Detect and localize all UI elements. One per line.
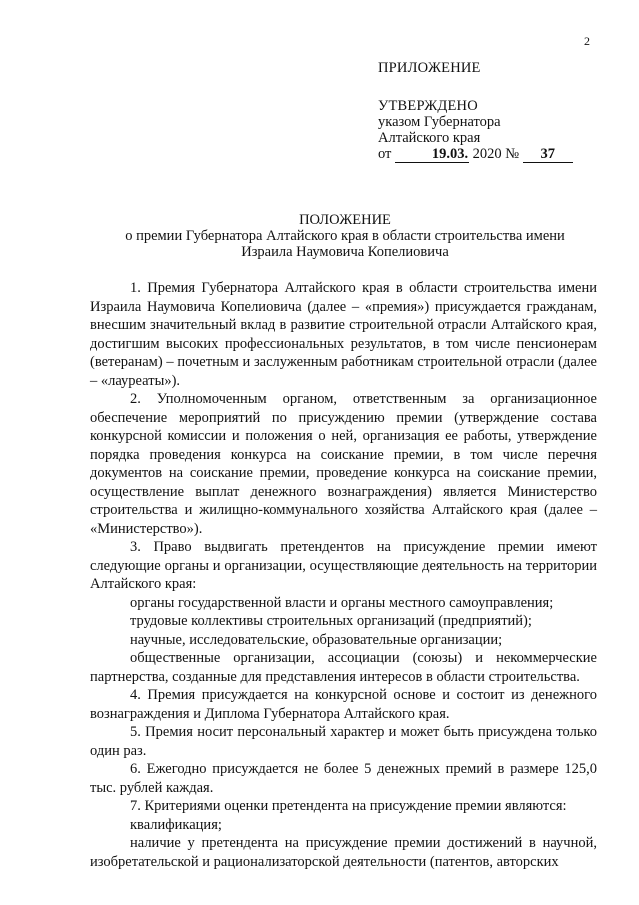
paragraph-4: 4. Премия присуждается на конкурсной основе и состоит из денежного вознаграждения и Диплома Губернатора Алтайского края.: [90, 687, 597, 722]
criterion-achievements: наличие у претендента на присуждение премии достижений в научной, изобретательской и рационализаторской деятельности (патентов, авторских: [90, 835, 597, 870]
year-text: 2020 №: [472, 146, 520, 162]
document-title: [80, 212, 610, 260]
paragraph-5: 5. Премия носит персональный характер и может быть присуждена только один раз.: [90, 724, 597, 759]
approval-line-1: указом Губернатора: [378, 114, 501, 130]
paragraph-6: 6. Ежегодно присуждается не более 5 денежных премий в размере 125,0 тыс. рублей каждая.: [90, 761, 597, 796]
list-item-collectives: трудовые коллективы строительных организаций (предприятий);: [130, 613, 532, 629]
title-line-2: Израила Наумовича Копелиовича: [241, 244, 449, 260]
paragraph-2: 2. Уполномоченным органом, ответственным за организационное обеспечение мероприятий по присуждению премии (утверждение состава конкурсной комиссии и положения о ней, организация ее работы, утверждение порядка проведения конкурса на соискание премии, в том числе перечня документов на соискание премии, проведение конкурса на соискание премии, осуществление выплат денежного вознаграждения) является Министерство строительства и жилищно-коммунального хозяйства Алтайского края (далее – «Министерство»).: [90, 391, 597, 537]
criterion-qualification: квалификация;: [130, 816, 222, 833]
paragraph-1: 1. Премия Губернатора Алтайского края в области строительства имени Израила Наумовича Копелиовича (далее – «премия») присуждается гражданам, внесшим значительный вклад в развитие строительной отрасли Алтайского края, достигшим высоких профессиональных результатов, в том числе пенсионерам (ветеранам) – почетным и заслуженным работникам строительной отрасли (далее – «лауреаты»).: [90, 280, 597, 389]
approval-date-line: [378, 146, 573, 163]
approved-label: УТВЕРЖДЕНО: [378, 98, 478, 114]
approval-line-2: Алтайского края: [378, 130, 481, 146]
list-item-authorities: органы государственной власти и органы местного самоуправления;: [130, 594, 554, 611]
document-body: [90, 279, 597, 871]
title-heading: ПОЛОЖЕНИЕ: [299, 212, 391, 228]
date-prefix: от: [378, 146, 392, 162]
list-item-scientific: научные, исследовательские, образовательные организации;: [130, 631, 503, 648]
paragraph-7: 7. Критериями оценки претендента на присуждение премии являются:: [130, 798, 567, 814]
title-line-1: о премии Губернатора Алтайского края в области строительства имени: [125, 228, 565, 244]
paragraph-3: 3. Право выдвигать претендентов на присуждение премии имеют следующие органы и организации, осуществляющие деятельность на территории Алтайского края:: [90, 539, 597, 592]
list-item-public: общественные организации, ассоциации (союзы) и некоммерческие партнерства, созданные для представления интересов в области строительства.: [90, 650, 597, 685]
page-number: 2: [584, 34, 590, 48]
appendix-label: ПРИЛОЖЕНИЕ: [378, 60, 481, 76]
decree-number: 37: [523, 146, 573, 163]
date-value: 19.03.: [395, 146, 469, 163]
approval-block: [378, 60, 573, 163]
